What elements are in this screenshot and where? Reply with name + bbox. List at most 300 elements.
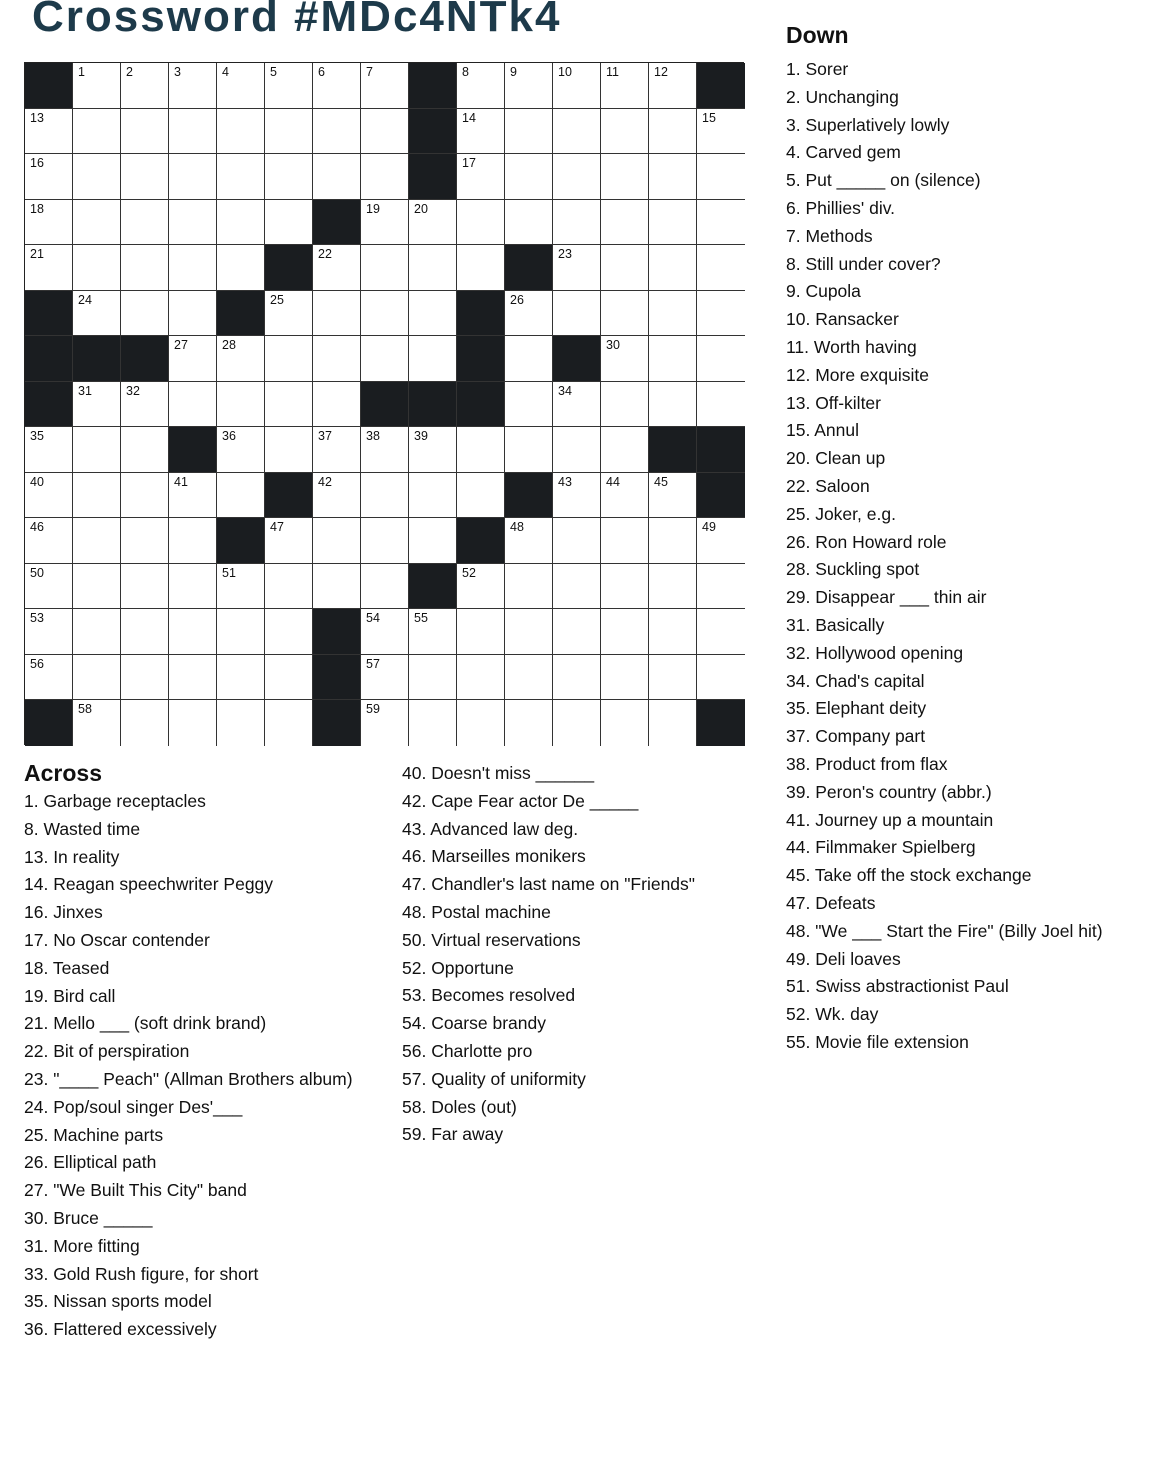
grid-cell[interactable] xyxy=(121,564,169,610)
grid-cell[interactable] xyxy=(457,154,505,200)
grid-cell[interactable] xyxy=(169,109,217,155)
grid-cell[interactable] xyxy=(505,655,553,701)
grid-cell[interactable] xyxy=(649,154,697,200)
grid-cell[interactable] xyxy=(25,473,73,519)
grid-cell[interactable] xyxy=(313,245,361,291)
grid-cell[interactable] xyxy=(217,109,265,155)
grid-cell[interactable] xyxy=(409,473,457,519)
grid-cell[interactable] xyxy=(601,291,649,337)
cell-number: 13 xyxy=(30,110,44,125)
grid-cell[interactable] xyxy=(169,245,217,291)
grid-cell[interactable] xyxy=(25,609,73,655)
grid-block-cell xyxy=(25,700,73,746)
across-clue: 33. Gold Rush figure, for short xyxy=(24,1263,259,1284)
grid-cell[interactable] xyxy=(697,245,745,291)
grid-cell[interactable] xyxy=(649,473,697,519)
across-heading: Across xyxy=(24,760,102,786)
across-clue: 1. Garbage receptacles xyxy=(24,791,206,811)
grid-cell[interactable] xyxy=(361,564,409,610)
grid-cell[interactable] xyxy=(649,336,697,382)
grid-block-cell xyxy=(409,564,457,610)
grid-cell[interactable] xyxy=(505,700,553,746)
grid-cell[interactable] xyxy=(553,564,601,610)
grid-cell[interactable] xyxy=(601,427,649,473)
grid-cell[interactable] xyxy=(457,427,505,473)
grid-cell[interactable] xyxy=(121,63,169,109)
cell-number: 44 xyxy=(606,474,620,489)
cell-number: 10 xyxy=(558,65,572,79)
cell-number: 50 xyxy=(30,565,44,580)
grid-cell[interactable] xyxy=(217,336,265,382)
grid-cell[interactable] xyxy=(25,427,73,473)
grid-cell[interactable] xyxy=(265,382,313,428)
across-clue: 25. Machine parts xyxy=(24,1124,164,1145)
grid-cell[interactable] xyxy=(217,200,265,246)
grid-block-cell xyxy=(25,291,73,337)
grid-cell[interactable] xyxy=(361,473,409,519)
cell-number: 30 xyxy=(606,338,620,353)
grid-cell[interactable] xyxy=(265,655,313,701)
grid-cell[interactable] xyxy=(505,291,553,337)
grid-cell[interactable] xyxy=(409,336,457,382)
grid-cell[interactable] xyxy=(265,700,313,746)
grid-cell[interactable] xyxy=(169,473,217,519)
grid-cell[interactable] xyxy=(361,63,409,109)
cell-number: 41 xyxy=(174,474,188,489)
grid-cell[interactable] xyxy=(313,473,361,519)
grid-cell[interactable] xyxy=(313,564,361,610)
across-clue: 13. In reality xyxy=(24,846,120,867)
grid-cell[interactable] xyxy=(313,382,361,428)
grid-cell[interactable] xyxy=(697,109,745,155)
cell-number: 56 xyxy=(30,656,44,671)
down-clue: 48. "We ___ Start the Fire" (Billy Joel hit) xyxy=(786,920,1103,941)
grid-cell[interactable] xyxy=(313,109,361,155)
grid-cell[interactable] xyxy=(505,382,553,428)
grid-cell[interactable] xyxy=(361,518,409,564)
grid-cell[interactable] xyxy=(409,609,457,655)
cell-number: 59 xyxy=(366,702,380,717)
grid-cell[interactable] xyxy=(169,382,217,428)
down-clue: 25. Joker, e.g. xyxy=(786,503,896,524)
grid-cell[interactable] xyxy=(25,564,73,610)
across-clue: 14. Reagan speechwriter Peggy xyxy=(24,874,274,895)
grid-cell[interactable] xyxy=(409,700,457,746)
grid-cell[interactable] xyxy=(217,154,265,200)
grid-cell[interactable] xyxy=(121,473,169,519)
grid-cell[interactable] xyxy=(553,427,601,473)
cell-number: 22 xyxy=(318,247,332,262)
grid-cell[interactable] xyxy=(25,154,73,200)
cell-number: 31 xyxy=(78,383,92,398)
grid-block-cell xyxy=(409,382,457,428)
grid-cell[interactable] xyxy=(265,291,313,337)
grid-cell[interactable] xyxy=(121,427,169,473)
grid-cell[interactable] xyxy=(649,63,697,109)
grid-cell[interactable] xyxy=(457,655,505,701)
across-clue: 59. Far away xyxy=(402,1124,504,1145)
grid-cell[interactable] xyxy=(601,63,649,109)
grid-cell[interactable] xyxy=(73,518,121,564)
grid-cell[interactable] xyxy=(73,63,121,109)
cell-number: 53 xyxy=(30,611,44,626)
grid-cell[interactable] xyxy=(265,564,313,610)
grid-cell[interactable] xyxy=(457,700,505,746)
cell-number: 20 xyxy=(414,201,428,216)
grid-cell[interactable] xyxy=(121,291,169,337)
grid-cell[interactable] xyxy=(73,200,121,246)
grid-cell[interactable] xyxy=(217,245,265,291)
grid-cell[interactable] xyxy=(361,245,409,291)
grid-cell[interactable] xyxy=(697,518,745,564)
grid-cell[interactable] xyxy=(265,427,313,473)
across-clue: 52. Opportune xyxy=(402,957,514,978)
grid-cell[interactable] xyxy=(25,655,73,701)
down-clue: 26. Ron Howard role xyxy=(786,531,947,552)
cell-number: 58 xyxy=(78,702,92,717)
grid-cell[interactable] xyxy=(73,427,121,473)
grid-cell[interactable] xyxy=(73,655,121,701)
cell-number: 18 xyxy=(30,201,44,216)
cell-number: 34 xyxy=(558,383,572,398)
grid-block-cell xyxy=(649,427,697,473)
grid-cell[interactable] xyxy=(553,382,601,428)
grid-cell[interactable] xyxy=(553,200,601,246)
cell-number: 24 xyxy=(78,292,92,307)
grid-cell[interactable] xyxy=(25,245,73,291)
cell-number: 3 xyxy=(174,65,181,79)
grid-cell[interactable] xyxy=(457,473,505,519)
down-clue: 52. Wk. day xyxy=(786,1004,879,1025)
grid-cell[interactable] xyxy=(169,291,217,337)
grid-cell[interactable] xyxy=(649,382,697,428)
grid-cell[interactable] xyxy=(649,200,697,246)
grid-cell[interactable] xyxy=(505,154,553,200)
down-clue: 29. Disappear ___ thin air xyxy=(786,587,987,608)
grid-cell[interactable] xyxy=(265,109,313,155)
down-clue: 9. Cupola xyxy=(786,281,861,302)
down-clue: 22. Saloon xyxy=(786,475,870,496)
across-clue: 8. Wasted time xyxy=(24,818,141,839)
grid-cell[interactable] xyxy=(121,200,169,246)
down-clue: 15. Annul xyxy=(786,420,859,441)
grid-cell[interactable] xyxy=(121,655,169,701)
grid-cell[interactable] xyxy=(697,336,745,382)
grid-cell[interactable] xyxy=(313,336,361,382)
grid-cell[interactable] xyxy=(121,518,169,564)
cell-number: 8 xyxy=(462,65,469,79)
grid-cell[interactable] xyxy=(697,154,745,200)
grid-cell[interactable] xyxy=(121,382,169,428)
grid-block-cell xyxy=(73,336,121,382)
grid-cell[interactable] xyxy=(697,564,745,610)
grid-cell[interactable] xyxy=(313,154,361,200)
grid-cell[interactable] xyxy=(553,109,601,155)
grid-cell[interactable] xyxy=(553,700,601,746)
cell-number: 48 xyxy=(510,520,524,535)
grid-cell[interactable] xyxy=(601,154,649,200)
down-clue: 10. Ransacker xyxy=(786,309,899,330)
grid-cell[interactable] xyxy=(73,564,121,610)
cell-number: 27 xyxy=(174,338,188,353)
grid-cell[interactable] xyxy=(361,609,409,655)
grid-cell[interactable] xyxy=(553,655,601,701)
grid-block-cell xyxy=(457,518,505,564)
grid-cell[interactable] xyxy=(73,609,121,655)
grid-cell[interactable] xyxy=(361,336,409,382)
cell-number: 9 xyxy=(510,65,517,79)
cell-number: 25 xyxy=(270,292,284,307)
across-clue: 21. Mello ___ (soft drink brand) xyxy=(24,1013,267,1034)
grid-cell[interactable] xyxy=(601,109,649,155)
grid-cell[interactable] xyxy=(73,109,121,155)
cell-number: 32 xyxy=(126,383,140,398)
grid-block-cell xyxy=(313,609,361,655)
across-clue: 31. More fitting xyxy=(24,1235,140,1256)
grid-cell[interactable] xyxy=(697,609,745,655)
down-heading: Down xyxy=(786,22,849,48)
grid-cell[interactable] xyxy=(313,63,361,109)
grid-cell[interactable] xyxy=(409,655,457,701)
grid-cell[interactable] xyxy=(217,564,265,610)
grid-block-cell xyxy=(457,291,505,337)
grid-cell[interactable] xyxy=(457,564,505,610)
grid-cell[interactable] xyxy=(409,291,457,337)
grid-cell[interactable] xyxy=(553,154,601,200)
grid-cell[interactable] xyxy=(649,564,697,610)
grid-cell[interactable] xyxy=(169,655,217,701)
grid-block-cell xyxy=(121,336,169,382)
grid-cell[interactable] xyxy=(265,154,313,200)
grid-block-cell xyxy=(25,336,73,382)
grid-cell[interactable] xyxy=(169,609,217,655)
grid-cell[interactable] xyxy=(121,154,169,200)
grid-cell[interactable] xyxy=(601,518,649,564)
grid-cell[interactable] xyxy=(217,473,265,519)
grid-cell[interactable] xyxy=(217,655,265,701)
grid-cell[interactable] xyxy=(505,336,553,382)
across-clue: 48. Postal machine xyxy=(402,901,551,922)
grid-cell[interactable] xyxy=(73,291,121,337)
down-clue: 4. Carved gem xyxy=(786,142,901,163)
grid-cell[interactable] xyxy=(553,63,601,109)
grid-cell[interactable] xyxy=(169,518,217,564)
grid-cell[interactable] xyxy=(313,291,361,337)
grid-cell[interactable] xyxy=(121,245,169,291)
grid-cell[interactable] xyxy=(265,336,313,382)
grid-cell[interactable] xyxy=(601,564,649,610)
grid-cell[interactable] xyxy=(697,200,745,246)
grid-cell[interactable] xyxy=(313,427,361,473)
grid-cell[interactable] xyxy=(409,427,457,473)
grid-cell[interactable] xyxy=(169,200,217,246)
grid-cell[interactable] xyxy=(121,700,169,746)
grid-cell[interactable] xyxy=(121,109,169,155)
grid-cell[interactable] xyxy=(601,655,649,701)
across-clue: 22. Bit of perspiration xyxy=(24,1041,190,1062)
grid-block-cell xyxy=(169,427,217,473)
down-clue: 51. Swiss abstractionist Paul xyxy=(786,976,1009,997)
grid-cell[interactable] xyxy=(457,609,505,655)
cell-number: 54 xyxy=(366,611,380,626)
grid-cell[interactable] xyxy=(649,700,697,746)
grid-cell[interactable] xyxy=(601,473,649,519)
grid-cell[interactable] xyxy=(601,336,649,382)
cell-number: 46 xyxy=(30,520,44,535)
cell-number: 43 xyxy=(558,474,572,489)
grid-cell[interactable] xyxy=(601,609,649,655)
grid-cell[interactable] xyxy=(553,291,601,337)
cell-number: 4 xyxy=(222,65,229,79)
grid-cell[interactable] xyxy=(553,518,601,564)
across-clue: 17. No Oscar contender xyxy=(24,929,210,950)
across-clue: 42. Cape Fear actor De _____ xyxy=(402,790,639,811)
grid-cell[interactable] xyxy=(169,63,217,109)
grid-cell[interactable] xyxy=(361,154,409,200)
down-clue: 41. Journey up a mountain xyxy=(786,809,994,830)
grid-cell[interactable] xyxy=(457,245,505,291)
cell-number: 40 xyxy=(30,474,44,489)
across-clue: 36. Flattered excessively xyxy=(24,1319,217,1340)
grid-cell[interactable] xyxy=(697,655,745,701)
grid-cell[interactable] xyxy=(649,518,697,564)
grid-block-cell xyxy=(25,63,73,109)
grid-block-cell xyxy=(217,518,265,564)
grid-cell[interactable] xyxy=(649,245,697,291)
down-clue: 31. Basically xyxy=(786,614,885,635)
cell-number: 5 xyxy=(270,65,277,79)
grid-cell[interactable] xyxy=(457,63,505,109)
grid-block-cell xyxy=(553,336,601,382)
grid-cell[interactable] xyxy=(25,518,73,564)
grid-cell[interactable] xyxy=(649,109,697,155)
grid-cell[interactable] xyxy=(73,154,121,200)
cell-number: 26 xyxy=(510,292,524,307)
grid-cell[interactable] xyxy=(265,609,313,655)
grid-cell[interactable] xyxy=(121,609,169,655)
across-clue: 30. Bruce _____ xyxy=(24,1207,153,1228)
cell-number: 37 xyxy=(318,429,332,444)
down-clue: 35. Elephant deity xyxy=(786,698,927,719)
grid-cell[interactable] xyxy=(217,700,265,746)
grid-cell[interactable] xyxy=(73,473,121,519)
grid-block-cell xyxy=(697,700,745,746)
grid-cell[interactable] xyxy=(553,473,601,519)
grid-cell[interactable] xyxy=(697,382,745,428)
across-clue: 46. Marseilles monikers xyxy=(402,846,586,867)
grid-cell[interactable] xyxy=(265,200,313,246)
grid-cell[interactable] xyxy=(553,245,601,291)
grid-cell[interactable] xyxy=(553,609,601,655)
grid-cell[interactable] xyxy=(217,427,265,473)
grid-cell[interactable] xyxy=(601,200,649,246)
cell-number: 12 xyxy=(654,65,668,79)
grid-block-cell xyxy=(697,63,745,109)
grid-cell[interactable] xyxy=(409,245,457,291)
cell-number: 11 xyxy=(606,65,619,79)
cell-number: 2 xyxy=(126,65,133,79)
grid-cell[interactable] xyxy=(217,609,265,655)
grid-cell[interactable] xyxy=(601,245,649,291)
cell-number: 47 xyxy=(270,520,284,535)
grid-cell[interactable] xyxy=(361,427,409,473)
across-clue: 18. Teased xyxy=(24,957,110,978)
across-clue: 16. Jinxes xyxy=(24,902,103,923)
down-clue: 20. Clean up xyxy=(786,448,886,469)
down-clue: 39. Peron's country (abbr.) xyxy=(786,781,992,802)
grid-block-cell xyxy=(313,700,361,746)
cell-number: 7 xyxy=(366,65,373,79)
grid-cell[interactable] xyxy=(505,564,553,610)
across-clue: 26. Elliptical path xyxy=(24,1152,157,1173)
grid-cell[interactable] xyxy=(505,200,553,246)
across-clue: 47. Chandler's last name on "Friends" xyxy=(402,874,695,895)
grid-block-cell xyxy=(361,382,409,428)
grid-cell[interactable] xyxy=(409,200,457,246)
grid-cell[interactable] xyxy=(265,518,313,564)
grid-cell[interactable] xyxy=(601,700,649,746)
down-clue: 3. Superlatively lowly xyxy=(786,114,950,135)
grid-cell[interactable] xyxy=(505,109,553,155)
grid-cell[interactable] xyxy=(361,700,409,746)
grid-cell[interactable] xyxy=(25,200,73,246)
grid-cell[interactable] xyxy=(649,291,697,337)
down-clue: 37. Company part xyxy=(786,726,926,747)
grid-cell[interactable] xyxy=(361,109,409,155)
grid-cell[interactable] xyxy=(457,200,505,246)
across-clue: 19. Bird call xyxy=(24,985,116,1006)
grid-cell[interactable] xyxy=(169,564,217,610)
across-clue: 23. "____ Peach" (Allman Brothers album) xyxy=(24,1068,353,1089)
grid-cell[interactable] xyxy=(505,518,553,564)
grid-cell[interactable] xyxy=(313,518,361,564)
grid-cell[interactable] xyxy=(649,609,697,655)
grid-cell[interactable] xyxy=(73,700,121,746)
down-clue: 8. Still under cover? xyxy=(786,253,941,274)
grid-cell[interactable] xyxy=(697,291,745,337)
grid-cell[interactable] xyxy=(169,336,217,382)
grid-block-cell xyxy=(505,245,553,291)
cell-number: 42 xyxy=(318,474,332,489)
grid-cell[interactable] xyxy=(169,154,217,200)
grid-cell[interactable] xyxy=(505,609,553,655)
grid-cell[interactable] xyxy=(457,109,505,155)
grid-cell[interactable] xyxy=(505,427,553,473)
grid-cell[interactable] xyxy=(361,200,409,246)
down-clue-list xyxy=(786,56,1146,1057)
cell-number: 1 xyxy=(78,65,85,79)
grid-cell[interactable] xyxy=(73,382,121,428)
grid-block-cell xyxy=(313,200,361,246)
grid-cell[interactable] xyxy=(361,655,409,701)
cell-number: 23 xyxy=(558,247,572,262)
grid-cell[interactable] xyxy=(73,245,121,291)
grid-cell[interactable] xyxy=(217,382,265,428)
grid-cell[interactable] xyxy=(601,382,649,428)
puzzle-title xyxy=(24,0,584,46)
grid-cell[interactable] xyxy=(649,655,697,701)
grid-cell[interactable] xyxy=(505,63,553,109)
grid-cell[interactable] xyxy=(265,63,313,109)
across-clue: 58. Doles (out) xyxy=(402,1096,517,1117)
grid-cell[interactable] xyxy=(361,291,409,337)
across-clue: 24. Pop/soul singer Des'___ xyxy=(24,1096,243,1117)
grid-block-cell xyxy=(265,245,313,291)
grid-cell[interactable] xyxy=(409,518,457,564)
grid-cell[interactable] xyxy=(217,63,265,109)
grid-cell[interactable] xyxy=(25,109,73,155)
grid-cell[interactable] xyxy=(169,700,217,746)
